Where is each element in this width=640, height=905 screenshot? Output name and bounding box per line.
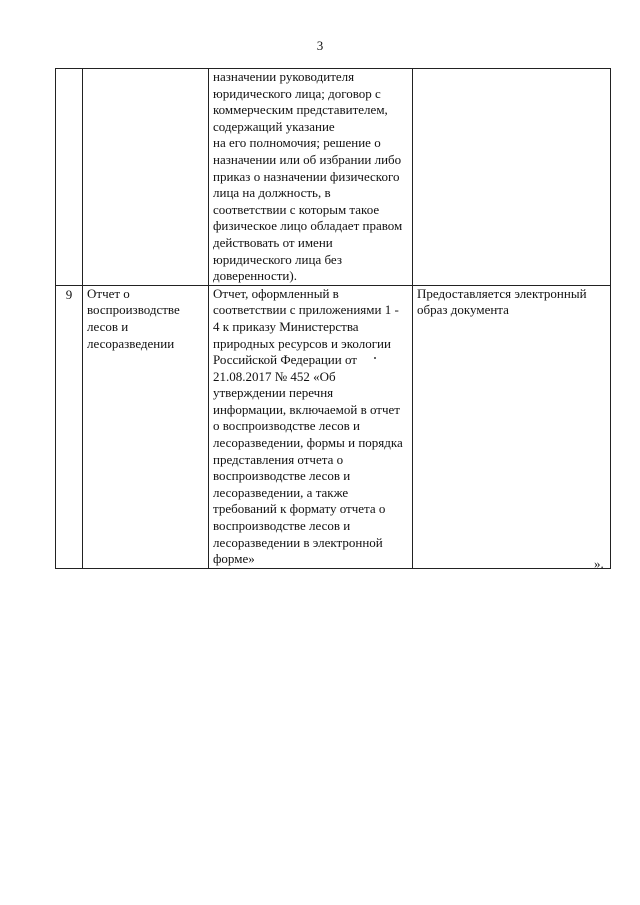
page-number: 3 — [316, 38, 324, 53]
closing-quote-mark: ». — [594, 556, 604, 571]
document-note-cell — [413, 69, 611, 286]
row-number-cell: 9 — [56, 285, 83, 568]
document-description-cell: Отчет, оформленный в соответствии с приложениями 1 - 4 к приказу Министерства природных ресурсов и экологии Российской Федерации от 21.08.2017 № 452 «Об утверждении перечня информации, включаемой в отчет о воспроизводстве лесов и лесоразведении, формы и порядка представления отчета о воспроизводстве лесов и лесоразведении, а также требований к формату отчета о воспроизводстве лесов и лесоразведении в электронной форме» — [209, 285, 413, 568]
table-row — [56, 285, 611, 568]
document-name-cell — [83, 69, 209, 286]
document-name-cell: Отчет о воспроизводстве лесов и лесоразведении — [83, 285, 209, 568]
scan-speck — [374, 357, 376, 359]
document-description-cell: назначении руководителя юридического лица; договор с коммерческим представителем, содержащий указание на его полномочия; решение о назначении или об избрании либо приказ о назначении физического лица на должность, в соответствии с которым такое физическое лицо обладает правом действовать от имени юридического лица без доверенности). — [209, 69, 413, 286]
document-table — [55, 68, 611, 569]
table-row — [56, 69, 611, 286]
row-number-cell — [56, 69, 83, 286]
document-note-cell: Предоставляется электронный образ документа — [413, 285, 611, 568]
